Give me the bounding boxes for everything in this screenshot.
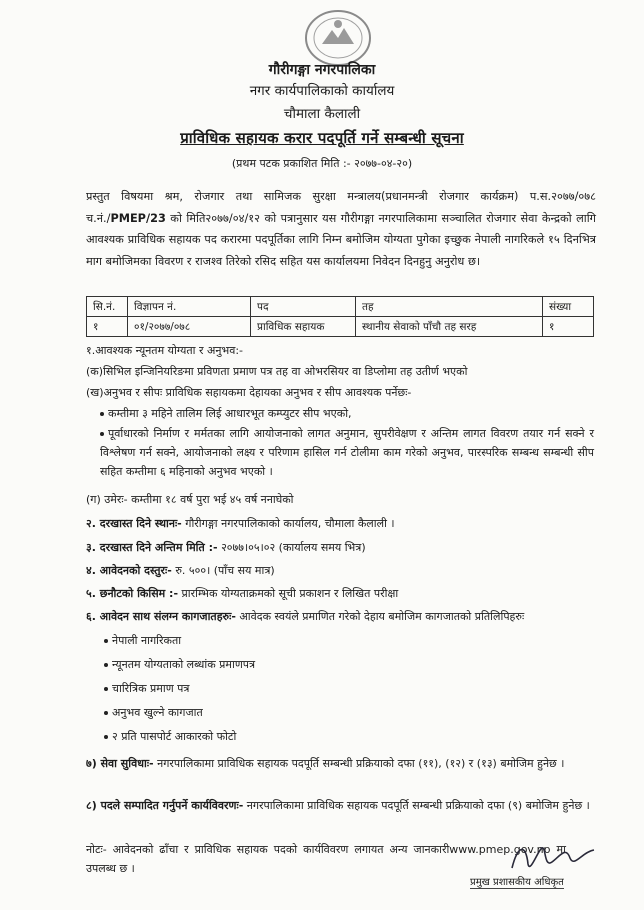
list-item bbox=[104, 729, 236, 744]
section-7-value: नगरपालिकामा प्राविधिक सहायक पदपूर्ति सम्बन्धी प्रक्रियाको दफा (११), (१२) र (१३) बमोजिम हुनेछ । bbox=[153, 757, 565, 770]
bullet-icon bbox=[104, 663, 108, 667]
municipality-name: गौरीगङ्गा नगरपालिका bbox=[268, 62, 376, 78]
table-row bbox=[87, 317, 594, 337]
section-5 bbox=[86, 586, 398, 601]
section-6-label: ६. आवेदन साथ संलग्न कागजातहरुः- bbox=[86, 610, 236, 623]
list-item bbox=[104, 705, 203, 720]
list-item-text: अनुभव खुल्ने कागजात bbox=[112, 706, 203, 719]
table-cell: स्थानीय सेवाको पाँचौ तह सरह bbox=[356, 317, 543, 337]
section-1-kha: (ख)अनुभव र सीपः प्राविधिक सहायकमा देहायका अनुभव र सीप आवश्यक पर्नेछः- bbox=[86, 386, 412, 399]
section-7-label: ७) सेवा सुविधाः- bbox=[86, 757, 154, 770]
list-item bbox=[100, 424, 594, 481]
section-4 bbox=[86, 563, 275, 578]
list-item bbox=[104, 657, 255, 672]
table-header: विज्ञापन नं. bbox=[128, 297, 251, 317]
section-1-ga: (ग) उमेरः- कम्तीमा १८ वर्ष पुरा भई ४५ वर्ष ननाघेको bbox=[86, 493, 294, 506]
bullet-icon bbox=[104, 687, 108, 691]
list-item-text: २ प्रति पासपोर्ट आकारको फोटो bbox=[112, 730, 237, 743]
table-cell: १ bbox=[543, 317, 594, 337]
table-cell: प्राविधिक सहायक bbox=[251, 317, 356, 337]
section-2 bbox=[86, 516, 395, 531]
list-item-text: कम्तीमा ३ महिने तालिम लिई आधारभूत कम्प्युटर सीप भएको, bbox=[108, 407, 352, 420]
signature-block bbox=[470, 838, 630, 908]
section-1-heading: १.आवश्यक न्यूनतम योग्यता र अनुभव:- bbox=[86, 344, 243, 357]
section-3 bbox=[86, 540, 366, 555]
section-6 bbox=[86, 609, 524, 624]
office-name: नगर कार्यपालिकाको कार्यालय bbox=[249, 83, 395, 99]
bullet-icon bbox=[104, 735, 108, 739]
notice-title: प्राविधिक सहायक करार पदपूर्ति गर्ने सम्बन्धी सूचना bbox=[180, 129, 464, 147]
table-header-row bbox=[87, 297, 594, 317]
list-item-text: न्यूनतम योग्यताको लब्धांक प्रमाणपत्र bbox=[112, 658, 256, 671]
list-item bbox=[104, 681, 190, 696]
table-cell: १ bbox=[87, 317, 128, 337]
list-item bbox=[100, 406, 352, 421]
intro-reference: PMEP/23 bbox=[110, 211, 166, 225]
list-item-text: पूर्वाधारको निर्माण र मर्मतका लागि आयोजनाको लागत अनुमान, सुपरीवेक्षण र अन्तिम लागत विवरण तयार गर्न सक्ने र विश्लेषण गर्न सक्ने, आयोजनाको लक्ष्य र परिणाम हासिल गर्न टोलीमा काम गरेको अनुभव, पारस्परिक सम्बन्ध सम्बन्धी सीप सहित कम्तीमा ६ महिनाको अनुभव भएको । bbox=[100, 427, 594, 478]
list-item-text: नेपाली नागरिकता bbox=[112, 634, 182, 647]
signature-designation: प्रमुख प्रशासकीय अधिकृत bbox=[470, 874, 564, 889]
intro-paragraph bbox=[86, 186, 596, 272]
table-header: तह bbox=[356, 297, 543, 317]
section-2-label: २. दरखास्त दिने स्थानः- bbox=[86, 517, 182, 530]
section-1-ka: (क)सिभिल इन्जिनियरिङमा प्रविणता प्रमाण पत्र तह वा ओभरसियर वा डिप्लोमा तह उतीर्ण भएको bbox=[86, 365, 468, 378]
bullet-icon bbox=[104, 711, 108, 715]
section-8-label: ८) पदले सम्पादित गर्नुपर्ने कार्यविवरणः- bbox=[86, 799, 244, 812]
table-header: सि.नं. bbox=[87, 297, 128, 317]
table-cell: ०१/२०७७/०७८ bbox=[128, 317, 251, 337]
list-item bbox=[104, 633, 181, 648]
section-2-value: गौरीगङ्गा नगरपालिकाको कार्यालय, चौमाला कैलाली । bbox=[181, 517, 395, 530]
section-4-label: ४. आवेदनको दस्तुरः- bbox=[86, 564, 172, 577]
section-3-label: ३. दरखास्त दिने अन्तिम मिति :- bbox=[86, 541, 218, 554]
intro-text-2: को मिति२०७७/०४/१२ को पत्रानुसार यस गौरीगङ्गा नगरपालिकामा सञ्चालित रोजगार सेवा केन्द्रको लागि आवश्यक प्राविधिक सहायक पद करारमा पदपूर्तिका लागि निम्न बमोजिम योग्यता पुगेका इच्छुक नेपाली नागरिकले १५ दिनभित्र माग बमोजिमका विवरण र राजश्व तिरेको रसिद सहित यस कार्यालयमा निवेदन दिनहुनु अनुरोध छ। bbox=[86, 211, 596, 268]
section-6-value: आवेदक स्वयंले प्रमाणित गरेको देहाय बमोजिम कागजातको प्रतिलिपिहरुः bbox=[235, 610, 525, 623]
note-link[interactable]: www.pmep.gov.np bbox=[449, 843, 551, 856]
office-location: चौमाला कैलाली bbox=[283, 106, 361, 122]
section-5-label: ५. छनौटको किसिम :- bbox=[86, 587, 179, 600]
section-8-value: नगरपालिकामा प्राविधिक सहायक पदपूर्ति सम्बन्धी प्रक्रियाको दफा (९) बमोजिम हुनेछ । bbox=[243, 799, 590, 812]
note-tail: मा उपलब्ध छ । bbox=[86, 843, 566, 875]
publish-date: (प्रथम पटक प्रकाशित मिति :- २०७७-०४-२०) bbox=[231, 157, 413, 170]
section-3-value: २०७७।०५।०२ (कार्यालय समय भित्र) bbox=[217, 541, 366, 554]
table-header: संख्या bbox=[543, 297, 594, 317]
vacancy-table bbox=[86, 296, 594, 337]
bullet-icon bbox=[104, 639, 108, 643]
section-5-value: प्रारम्भिक योग्यताक्रमको सूची प्रकाशन र लिखित परीक्षा bbox=[178, 587, 399, 600]
table-header: पद bbox=[251, 297, 356, 317]
note-text: नोटः- आवेदनको ढाँचा र प्राविधिक सहायक पदको कार्यविवरण लगायत अन्य जानकारी bbox=[86, 843, 450, 856]
signature-icon bbox=[508, 838, 598, 878]
intro-text-1: प्रस्तुत विषयमा श्रम, रोजगार तथा सामिजक सुरक्षा मन्त्रालय(प्रधानमन्त्री रोजगार कार्यक्रम) प.स.२०७७/०७८ च.नं./ bbox=[86, 190, 596, 225]
bullet-icon bbox=[100, 412, 104, 416]
section-7 bbox=[86, 754, 594, 773]
bullet-icon bbox=[100, 432, 104, 436]
list-item-text: चारित्रिक प्रमाण पत्र bbox=[112, 682, 190, 695]
section-8 bbox=[86, 796, 594, 815]
section-4-value: रु. ५००। (पाँच सय मात्र) bbox=[171, 564, 275, 577]
